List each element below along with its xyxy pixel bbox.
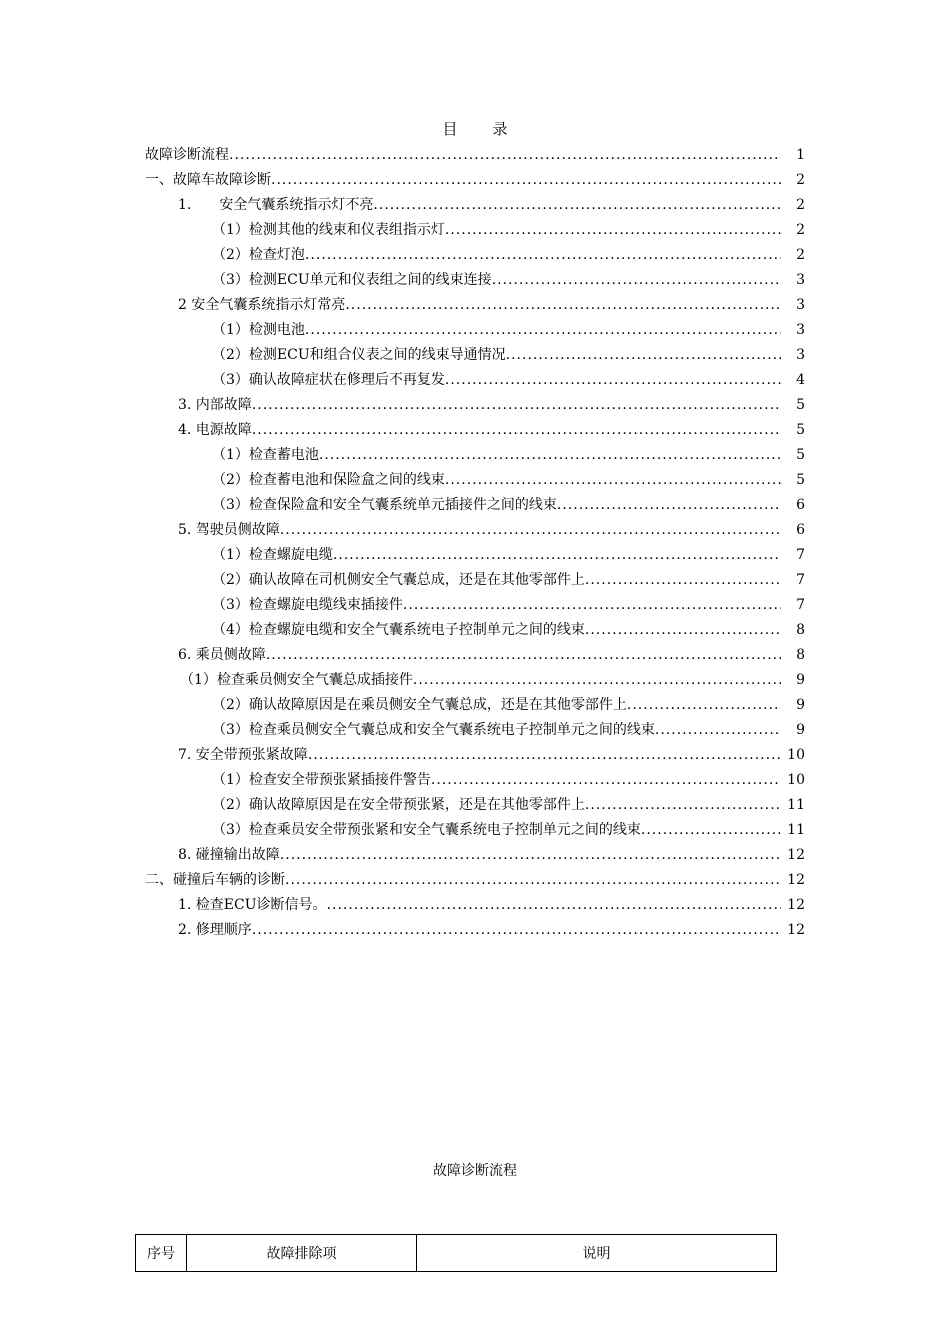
toc-entry[interactable] [178,393,805,418]
table-of-contents [0,143,950,943]
toc-leader [285,868,781,893]
toc-entry-label: （4）检查螺旋电缆和安全气囊系统电子控制单元之间的线束 [212,622,585,638]
toc-entry-label: 2. 修理顺序 [178,922,252,938]
toc-entry[interactable] [178,643,805,668]
toc-entry-page: 11 [787,822,805,838]
table-header-item: 故障排除项 [187,1235,417,1271]
toc-entry[interactable] [212,718,805,743]
toc-leader [333,543,781,568]
toc-entry[interactable] [212,268,805,293]
toc-entry-label: 2 安全气囊系统指示灯常亮 [178,297,346,313]
toc-entry-page: 9 [796,722,805,738]
toc-entry[interactable] [212,343,805,368]
toc-entry-label: 二、碰撞后车辆的诊断 [145,872,285,888]
toc-entry-page: 5 [796,422,805,438]
toc-entry[interactable] [178,193,805,218]
toc-entry-label: 1. 安全气囊系统指示灯不亮 [178,197,374,213]
toc-entry-label: 1. 检查ECU诊断信号。 [178,897,327,913]
table-header-description: 说明 [582,1246,611,1262]
toc-entry[interactable] [180,668,805,693]
toc-entry-page: 1 [796,147,805,163]
toc-entry-label: （1）检测其他的线束和仪表组指示灯 [212,222,445,238]
toc-entry[interactable] [212,443,805,468]
toc-leader [641,818,781,843]
toc-leader [252,418,781,443]
toc-entry-label: （3）检查乘员安全带预张紧和安全气囊系统电子控制单元之间的线束 [212,822,641,838]
toc-entry-label: 8. 碰撞输出故障 [178,847,280,863]
toc-leader [506,343,781,368]
toc-entry[interactable] [212,543,805,568]
toc-entry-label: （2）确认故障在司机侧安全气囊总成，还是在其他零部件上 [212,572,585,588]
toc-entry-label: 4. 电源故障 [178,422,252,438]
toc-entry-page: 8 [796,647,805,663]
toc-leader [445,468,781,493]
toc-entry-page: 5 [796,472,805,488]
toc-leader [327,893,781,918]
toc-entry-label: （1）检查乘员侧安全气囊总成插接件 [180,672,413,688]
toc-entry[interactable] [145,868,805,893]
toc-entry-page: 3 [796,347,805,363]
toc-entry-label: （1）检查螺旋电缆 [212,547,333,563]
toc-entry-label: 故障诊断流程 [145,147,229,163]
table-header-index: 序号 [136,1235,187,1271]
toc-entry-page: 3 [796,272,805,288]
toc-entry-label: 5. 驾驶员侧故障 [178,522,280,538]
toc-entry-label: （2）检查蓄电池和保险盒之间的线束 [212,472,445,488]
toc-entry[interactable] [178,293,805,318]
toc-leader [271,168,781,193]
toc-entry-page: 3 [796,322,805,338]
toc-entry-page: 12 [787,922,805,938]
toc-entry[interactable] [178,418,805,443]
toc-entry-page: 6 [796,522,805,538]
toc-entry-page: 6 [796,497,805,513]
toc-entry-page: 2 [796,247,805,263]
toc-entry-page: 10 [787,772,805,788]
toc-entry-page: 8 [796,622,805,638]
flow-table-header [135,1234,777,1272]
toc-entry-page: 7 [796,597,805,613]
toc-entry-label: （3）确认故障症状在修理后不再复发 [212,372,445,388]
toc-leader [252,393,781,418]
toc-entry-label: 6. 乘员侧故障 [178,647,266,663]
toc-leader [413,668,781,693]
toc-entry-page: 5 [796,447,805,463]
toc-entry-page: 9 [796,672,805,688]
section-title: 故障诊断流程 [433,1163,517,1179]
toc-entry-label: （2）检测ECU和组合仪表之间的线束导通情况 [212,347,506,363]
toc-entry[interactable] [178,518,805,543]
toc-entry[interactable] [212,693,805,718]
toc-entry-label: （3）检查乘员侧安全气囊总成和安全气囊系统电子控制单元之间的线束 [212,722,655,738]
toc-entry-page: 9 [796,697,805,713]
toc-leader [403,593,781,618]
toc-entry-page: 11 [787,797,805,813]
toc-entry-label: （3）检查保险盒和安全气囊系统单元插接件之间的线束 [212,497,557,513]
toc-entry[interactable] [178,918,805,943]
toc-entry-label: 7. 安全带预张紧故障 [178,747,308,763]
toc-leader [319,443,781,468]
toc-leader [445,368,781,393]
toc-leader [308,743,781,768]
toc-leader [627,693,781,718]
toc-entry-label: （1）检查安全带预张紧插接件警告 [212,772,431,788]
toc-entry-label: （3）检查螺旋电缆线束插接件 [212,597,403,613]
toc-entry-label: （1）检查蓄电池 [212,447,319,463]
toc-entry[interactable] [145,168,805,193]
toc-entry-label: （1）检测电池 [212,322,305,338]
toc-entry[interactable] [212,568,805,593]
toc-leader [305,318,781,343]
toc-leader [345,293,781,318]
toc-leader [445,218,781,243]
toc-title: 目 录 [442,120,518,138]
toc-entry[interactable] [212,793,805,818]
toc-entry-page: 12 [787,847,805,863]
toc-leader [655,718,781,743]
toc-entry-page: 2 [796,222,805,238]
toc-leader [252,918,781,943]
toc-entry-label: （2）确认故障原因是在安全带预张紧，还是在其他零部件上 [212,797,585,813]
toc-leader [431,768,781,793]
toc-leader [557,493,781,518]
toc-entry[interactable] [212,768,805,793]
toc-leader [305,243,781,268]
toc-entry-page: 10 [787,747,805,763]
toc-entry-page: 3 [796,297,805,313]
toc-entry-page: 7 [796,547,805,563]
toc-entry-label: 3. 内部故障 [178,397,252,413]
toc-entry[interactable] [212,818,805,843]
toc-entry-page: 12 [787,872,805,888]
toc-entry-page: 2 [796,197,805,213]
toc-leader [280,843,781,868]
toc-entry[interactable] [212,593,805,618]
toc-entry[interactable] [212,243,805,268]
toc-entry-page: 5 [796,397,805,413]
toc-entry[interactable] [212,618,805,643]
toc-entry-label: （3）检测ECU单元和仪表组之间的线束连接 [212,272,492,288]
toc-leader [373,193,781,218]
toc-leader [280,518,781,543]
toc-leader [229,143,781,168]
toc-leader [585,618,781,643]
toc-leader [585,793,781,818]
toc-entry-label: （2）确认故障原因是在乘员侧安全气囊总成，还是在其他零部件上 [212,697,627,713]
toc-leader [266,643,781,668]
toc-entry[interactable] [212,493,805,518]
toc-entry[interactable] [178,743,805,768]
toc-entry-label: （2）检查灯泡 [212,247,305,263]
toc-leader [492,268,781,293]
toc-entry[interactable] [178,893,805,918]
toc-leader [585,568,781,593]
toc-entry[interactable] [212,318,805,343]
toc-entry-page: 12 [787,897,805,913]
toc-entry[interactable] [212,468,805,493]
toc-entry[interactable] [212,368,805,393]
toc-entry[interactable] [212,218,805,243]
toc-entry[interactable] [178,843,805,868]
toc-entry-label: 一、故障车故障诊断 [145,172,271,188]
toc-entry-page: 4 [796,372,805,388]
toc-entry-page: 2 [796,172,805,188]
toc-entry[interactable] [145,143,805,168]
toc-entry-page: 7 [796,572,805,588]
